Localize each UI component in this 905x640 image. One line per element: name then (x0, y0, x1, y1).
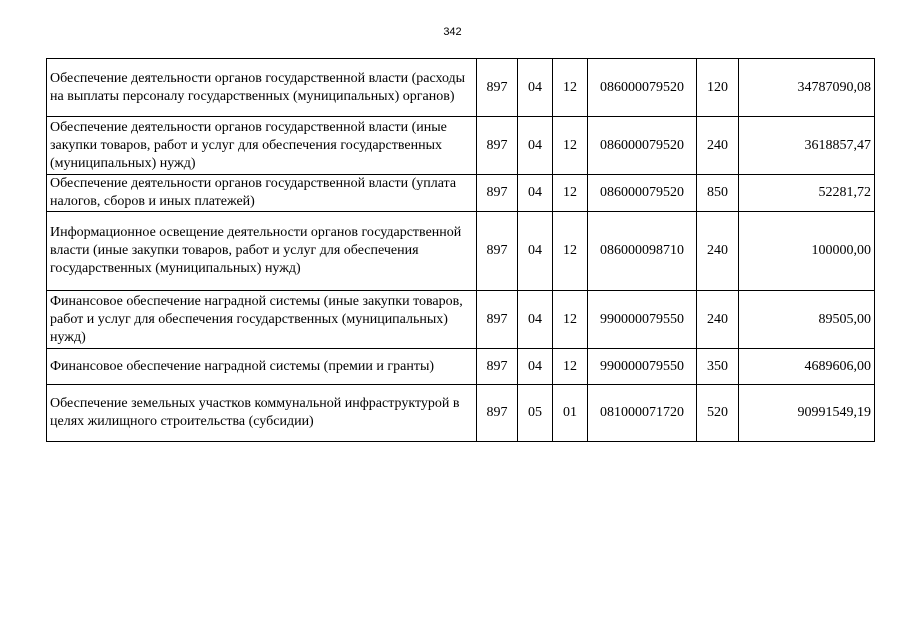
row-ministry-code: 897 (477, 291, 518, 349)
row-amount: 90991549,19 (739, 385, 875, 442)
table-row (47, 385, 875, 442)
table-row (47, 175, 875, 212)
row-target-article: 990000079550 (588, 349, 697, 385)
row-expense-type: 520 (697, 385, 739, 442)
row-section-code: 04 (518, 349, 553, 385)
row-ministry-code: 897 (477, 59, 518, 117)
row-ministry-code: 897 (477, 212, 518, 291)
row-section-code: 04 (518, 175, 553, 212)
row-ministry-code: 897 (477, 349, 518, 385)
row-amount: 52281,72 (739, 175, 875, 212)
row-amount: 34787090,08 (739, 59, 875, 117)
row-section-code: 04 (518, 59, 553, 117)
row-subsection-code: 12 (553, 291, 588, 349)
row-target-article: 086000079520 (588, 175, 697, 212)
row-description: Обеспечение деятельности органов государственной власти (уплата налогов, сборов и иных платежей) (47, 175, 477, 212)
row-subsection-code: 12 (553, 175, 588, 212)
row-target-article: 086000098710 (588, 212, 697, 291)
row-section-code: 04 (518, 212, 553, 291)
table-row (47, 291, 875, 349)
row-amount: 4689606,00 (739, 349, 875, 385)
row-target-article: 086000079520 (588, 117, 697, 175)
row-amount: 3618857,47 (739, 117, 875, 175)
row-ministry-code: 897 (477, 117, 518, 175)
table-row (47, 212, 875, 291)
table-row (47, 349, 875, 385)
row-amount: 89505,00 (739, 291, 875, 349)
page-number: 342 (443, 26, 462, 38)
budget-table (46, 58, 875, 442)
row-expense-type: 240 (697, 291, 739, 349)
row-description: Обеспечение деятельности органов государственной власти (расходы на выплаты персоналу государственных (муниципальных) органов) (47, 59, 477, 117)
row-subsection-code: 12 (553, 212, 588, 291)
row-target-article: 086000079520 (588, 59, 697, 117)
row-expense-type: 240 (697, 117, 739, 175)
row-target-article: 081000071720 (588, 385, 697, 442)
row-description: Информационное освещение деятельности органов государственной власти (иные закупки товаров, работ и услуг для обеспечения государственных (муниципальных) нужд) (47, 212, 477, 291)
row-section-code: 04 (518, 291, 553, 349)
row-description: Финансовое обеспечение наградной системы (премии и гранты) (47, 349, 477, 385)
row-expense-type: 120 (697, 59, 739, 117)
row-subsection-code: 12 (553, 349, 588, 385)
row-description: Обеспечение деятельности органов государственной власти (иные закупки товаров, работ и услуг для обеспечения государственных (муниципальных) нужд) (47, 117, 477, 175)
row-ministry-code: 897 (477, 385, 518, 442)
row-expense-type: 850 (697, 175, 739, 212)
row-expense-type: 350 (697, 349, 739, 385)
table-row (47, 59, 875, 117)
row-expense-type: 240 (697, 212, 739, 291)
row-description: Обеспечение земельных участков коммунальной инфраструктурой в целях жилищного строительства (субсидии) (47, 385, 477, 442)
row-amount: 100000,00 (739, 212, 875, 291)
row-section-code: 05 (518, 385, 553, 442)
row-section-code: 04 (518, 117, 553, 175)
row-target-article: 990000079550 (588, 291, 697, 349)
row-subsection-code: 12 (553, 59, 588, 117)
row-description: Финансовое обеспечение наградной системы (иные закупки товаров, работ и услуг для обеспечения государственных (муниципальных) нужд) (47, 291, 477, 349)
row-subsection-code: 12 (553, 117, 588, 175)
table-row (47, 117, 875, 175)
row-ministry-code: 897 (477, 175, 518, 212)
row-subsection-code: 01 (553, 385, 588, 442)
